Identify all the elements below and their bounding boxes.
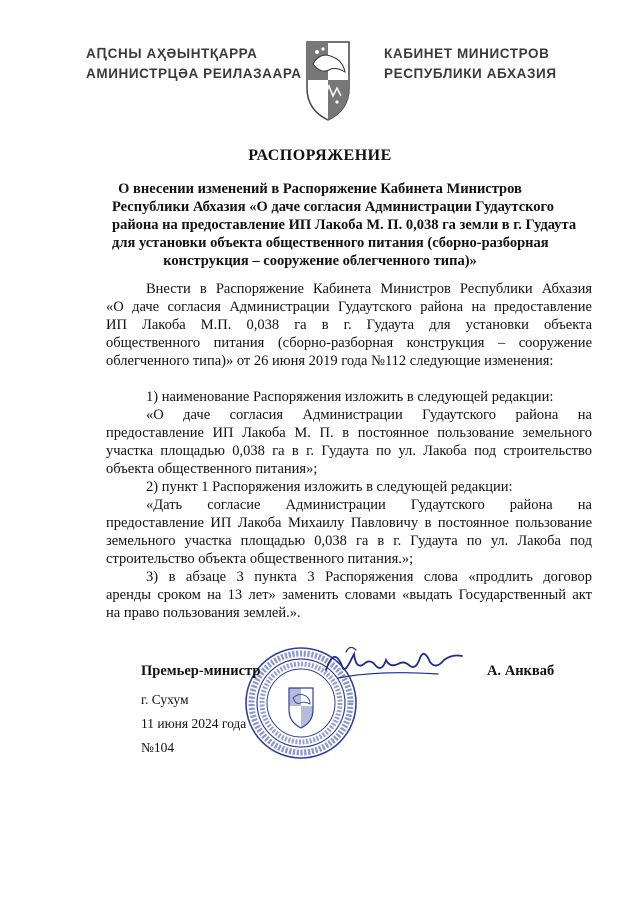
subject-line: Республики Абхазия «О даче согласия Администрации Гудаутского [112, 199, 555, 215]
body-line: аренды сроком на 13 лет» заменить словами «выдать Государственный акт [106, 587, 592, 603]
header-russian-line2: РЕСПУБЛИКИ АБХАЗИЯ [384, 66, 557, 81]
body-line: облегченного типа)» от 26 июня 2019 года №112 следующие изменения: [106, 353, 554, 369]
item-3 [106, 568, 592, 622]
intro-paragraph [106, 280, 592, 370]
body-line: предоставление ИП Лакоба М. П. в постоянное пользование земельного [106, 425, 592, 441]
body-line: на право пользования землей.». [106, 605, 301, 621]
header-abkhaz [86, 44, 302, 84]
body-line: ИП Лакоба М.П. 0,038 га в г. Гудаута для установки объекта [106, 317, 592, 333]
body-line: земельного участка площадью 0,038 га в г. Гудаута по ул. Лакоба под [106, 533, 592, 549]
document-title: РАСПОРЯЖЕНИЕ [248, 147, 392, 164]
item-1 [106, 388, 592, 478]
body-line: участка площадью 0,038 га в г. Гудаута по ул. Лакоба под строительство [106, 443, 592, 459]
item-2 [106, 478, 592, 568]
body-line: общественного питания (сборно-разборная конструкция – сооружение [106, 335, 592, 351]
document-date: 11 июня 2024 года [141, 716, 247, 731]
coat-of-arms-icon [305, 40, 351, 122]
header-abkhaz-line1: АԤСНЫ АҲӘЫНТҚАРРА [86, 46, 258, 61]
item-lead: 2) пункт 1 Распоряжения изложить в следующей редакции: [146, 479, 513, 495]
signer-name: А. Анкваб [487, 663, 555, 679]
subject-line: конструкция – сооружение облегченного типа)» [163, 253, 477, 269]
header-russian-line1: КАБИНЕТ МИНИСТРОВ [384, 46, 550, 61]
subject-line: для установки объекта общественного питания (сборно-разборная [112, 235, 549, 251]
body-line: «О даче согласия Администрации Гудаутского района на [146, 407, 592, 423]
document-subject [112, 180, 577, 270]
document-place: г. Сухум [141, 692, 189, 707]
document-number: №104 [141, 740, 175, 755]
body-line: строительство объекта общественного питания.»; [106, 551, 414, 567]
body-line: 3) в абзаце 3 пункта 3 Распоряжения слова «продлить договор [146, 569, 592, 585]
signer-position: Премьер-министр [141, 663, 261, 679]
subject-line: О внесении изменений в Распоряжение Кабинета Министров [118, 181, 522, 197]
body-line: предоставление ИП Лакоба Михаилу Павловичу в постоянное пользование [106, 515, 592, 531]
handwritten-signature-icon [320, 640, 470, 688]
header-russian [384, 44, 557, 84]
body-line: «Дать согласие Администрации Гудаутского района на [146, 497, 592, 513]
body-line: «О даче согласия Администрации Гудаутского района на предоставление [106, 299, 592, 315]
body-line: Внести в Распоряжение Кабинета Министров Республики Абхазия [146, 281, 592, 297]
header-abkhaz-line2: АМИНИСТРЦӘА РЕИЛАЗААРА [86, 66, 302, 81]
subject-line: района на предоставление ИП Лакоба М. П. 0,038 га земли в г. Гудаута [112, 217, 577, 233]
item-lead: 1) наименование Распоряжения изложить в следующей редакции: [146, 389, 554, 405]
body-line: объекта общественного питания»; [106, 461, 318, 477]
